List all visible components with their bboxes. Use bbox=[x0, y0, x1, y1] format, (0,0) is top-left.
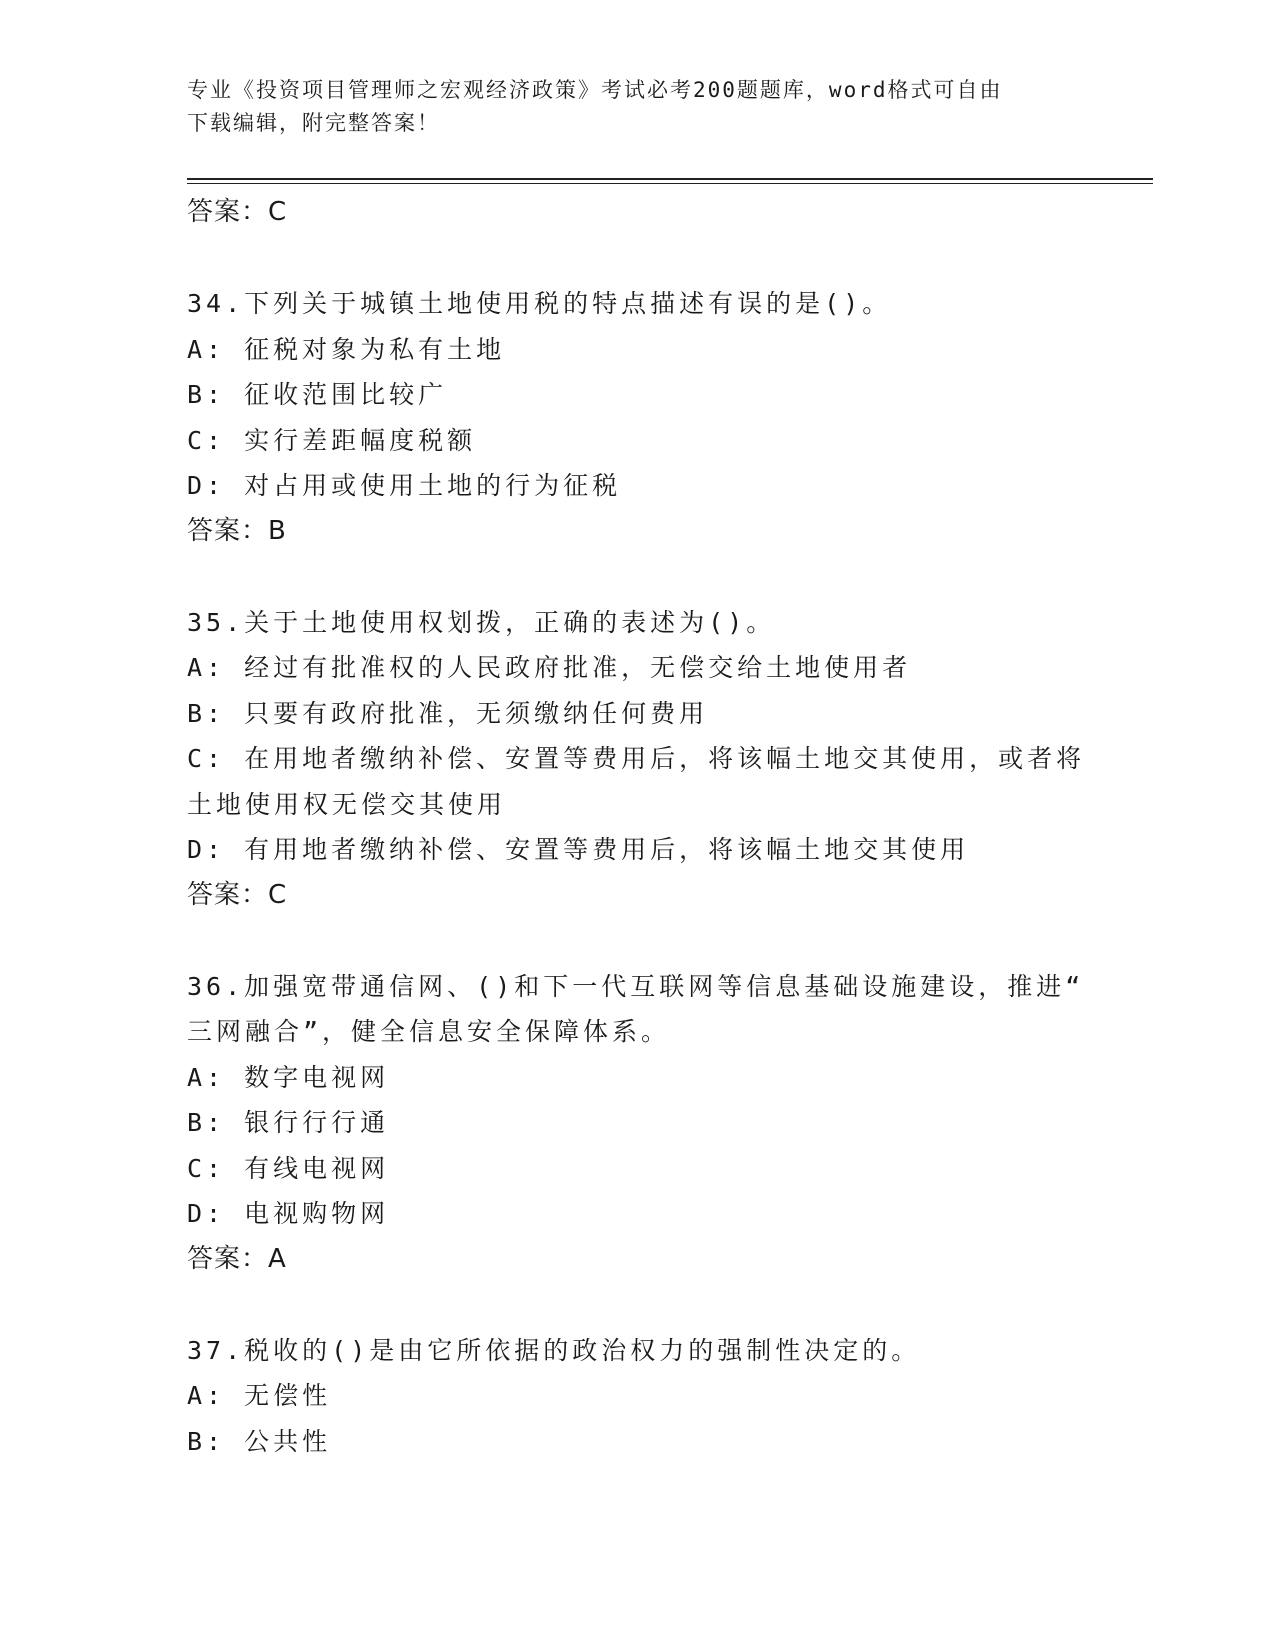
option-b: B: 公共性 bbox=[187, 1426, 332, 1456]
option-c-continued: 土地使用权无偿交其使用 bbox=[187, 789, 507, 819]
option-d: D: 电视购物网 bbox=[187, 1199, 390, 1228]
option-b: B: 征收范围比较广 bbox=[187, 380, 448, 409]
answer-line: 答案：C bbox=[187, 197, 288, 227]
option-d: D: 对占用或使用土地的行为征税 bbox=[187, 471, 622, 500]
question-list bbox=[187, 190, 1087, 1464]
question-block bbox=[187, 1328, 1087, 1465]
option-c: C: 实行差距幅度税额 bbox=[187, 425, 477, 455]
question-text: 36.加强宽带通信网、()和下一代互联网等信息基础设施建设，推进“ bbox=[187, 971, 1085, 1001]
spacer bbox=[187, 1282, 1087, 1328]
answer-line: 答案：B bbox=[187, 515, 287, 546]
spacer bbox=[187, 554, 1087, 600]
question-text-continued: 三网融合”，健全信息安全保障体系。 bbox=[187, 1017, 671, 1046]
spacer bbox=[187, 918, 1087, 964]
header-divider-thin bbox=[187, 183, 1153, 184]
option-a: A: 无偿性 bbox=[187, 1381, 332, 1410]
question-text: 34.下列关于城镇土地使用税的特点描述有误的是()。 bbox=[187, 289, 892, 318]
header-divider-thick bbox=[187, 178, 1153, 180]
question-block bbox=[187, 281, 1087, 554]
header-line-2: 下载编辑，附完整答案！ bbox=[187, 111, 440, 135]
question-text: 35.关于土地使用权划拨，正确的表述为()。 bbox=[187, 607, 776, 637]
question-text: 37.税收的()是由它所依据的政治权力的强制性决定的。 bbox=[187, 1335, 921, 1365]
answer-line: 答案：C bbox=[187, 879, 288, 910]
spacer bbox=[187, 236, 1087, 282]
answer-line: 答案：A bbox=[187, 1243, 287, 1274]
option-d: D: 有用地者缴纳补偿、安置等费用后，将该幅土地交其使用 bbox=[187, 835, 970, 864]
option-c: C: 有线电视网 bbox=[187, 1153, 390, 1183]
option-a: A: 经过有批准权的人民政府批准，无偿交给土地使用者 bbox=[187, 653, 912, 682]
option-a: A: 征税对象为私有土地 bbox=[187, 334, 506, 364]
option-c: C: 在用地者缴纳补偿、安置等费用后，将该幅土地交其使用，或者将 bbox=[187, 744, 1086, 773]
option-b: B: 银行行行通 bbox=[187, 1108, 390, 1137]
question-block bbox=[187, 600, 1087, 919]
option-a: A: 数字电视网 bbox=[187, 1062, 390, 1092]
question-block bbox=[187, 964, 1087, 1283]
header-line-1: 专业《投资项目管理师之宏观经济政策》考试必考200题题库，word格式可自由 bbox=[187, 78, 1003, 102]
option-b: B: 只要有政府批准，无须缴纳任何费用 bbox=[187, 698, 709, 728]
document-header bbox=[187, 74, 1087, 140]
